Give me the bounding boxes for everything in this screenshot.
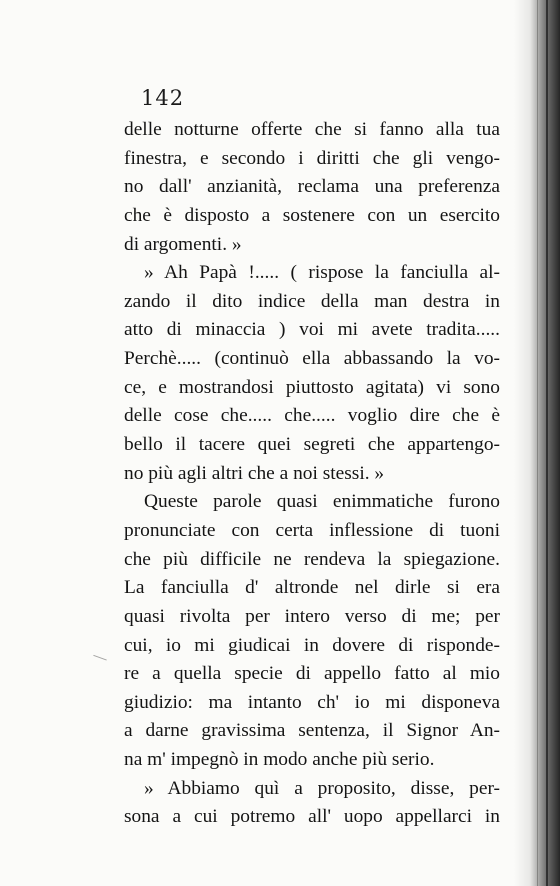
text-line: di argomenti. » — [124, 233, 242, 255]
text-line: delle notturne offerte che si fanno alla tua — [124, 119, 500, 140]
text-line: atto di minaccia ) voi mi avete tradita..... — [124, 319, 500, 341]
body-text — [124, 116, 500, 832]
text-line: delle cose che..... che..... voglio dire che è — [124, 405, 500, 427]
text-line: Queste parole quasi enimmatiche furono — [144, 491, 500, 513]
text-line: finestra, e secondo i diritti che gli vengo- — [124, 147, 500, 169]
text-line: ce, e mostrandosi piuttosto agitata) vi sono — [124, 376, 500, 398]
text-line: bello il tacere quei segreti che appartengo- — [124, 434, 500, 456]
text-line: giudizio: ma intanto ch' io mi disponeva — [124, 691, 500, 713]
text-line: no dall' anzianità, reclama una preferenza — [124, 176, 500, 198]
text-line: » Abbiamo quì a proposito, disse, per- — [144, 777, 500, 799]
text-line: na m' impegnò in modo anche più serio. — [124, 749, 435, 771]
text-line: zando il dito indice della man destra in — [124, 290, 500, 312]
text-line: che più difficile ne rendeva la spiegazione. — [124, 548, 500, 570]
binding-edge-line — [546, 0, 548, 886]
text-line: che è disposto a sostenere con un esercito — [124, 204, 500, 226]
text-line: no più agli altri che a noi stessi. » — [124, 462, 385, 484]
text-line: La fanciulla d' altronde nel dirle si era — [124, 577, 500, 599]
text-line: Perchè..... (continuò ella abbassando la vo- — [124, 348, 500, 370]
text-line: pronunciate con certa inflessione di tuoni — [124, 519, 500, 541]
text-line: sona a cui potremo all' uopo appellarci in — [124, 806, 500, 828]
text-line: quasi rivolta per intero verso di me; per — [124, 605, 500, 627]
text-line: re a quella specie di appello fatto al mio — [124, 663, 500, 685]
text-line: cui, io mi giudicai in dovere di risponde- — [124, 634, 500, 656]
page-number: 142 — [141, 86, 185, 110]
binding-edge-line — [537, 0, 538, 886]
text-line: a darne gravissima sentenza, il Signor An- — [124, 720, 500, 742]
text-line: » Ah Papà !..... ( rispose la fanciulla al- — [144, 262, 500, 284]
margin-mark — [91, 655, 107, 666]
